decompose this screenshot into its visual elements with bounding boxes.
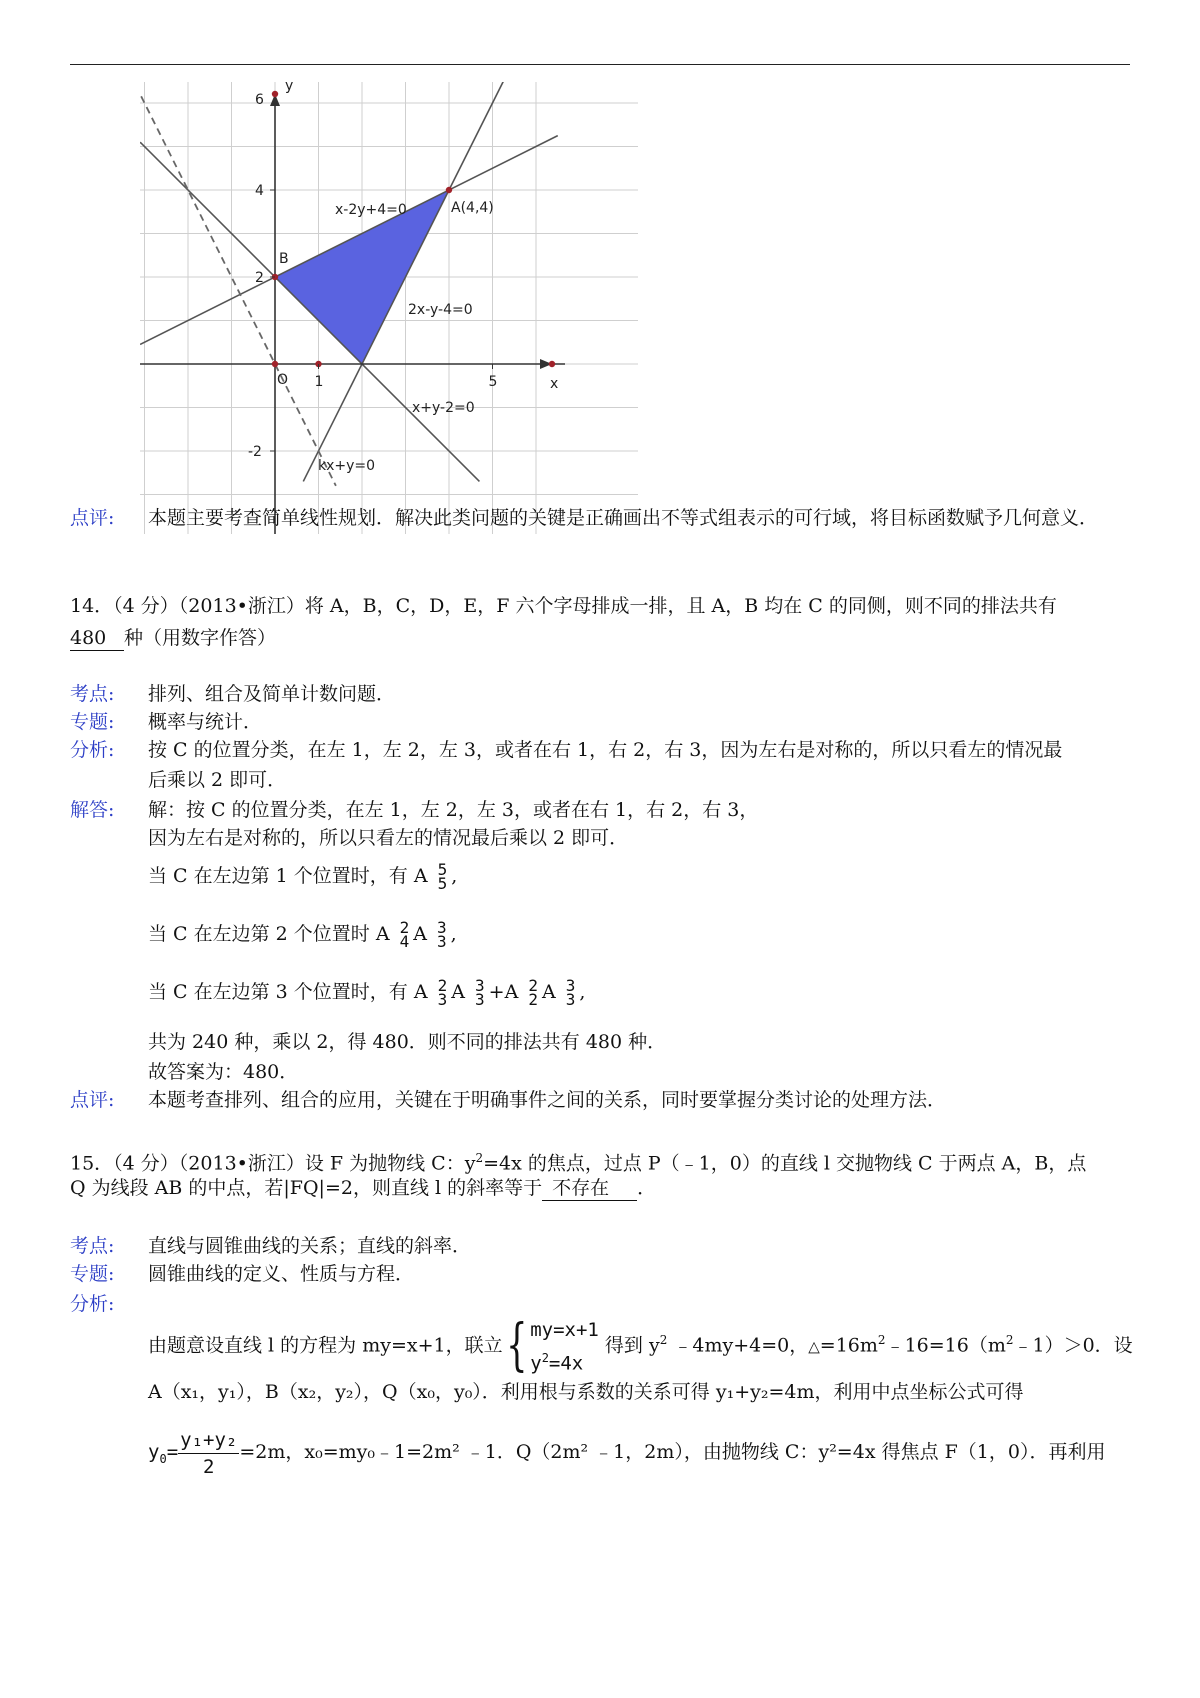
q15-kaodian-text: 直线与圆锥曲线的关系；直线的斜率． — [148, 1235, 472, 1257]
y-tick-neg2: -2 — [248, 444, 262, 460]
y-tick-2: 2 — [255, 270, 264, 286]
x-tick-5: 5 — [488, 374, 498, 390]
y-tick-6: 6 — [255, 92, 264, 108]
perm-2-3: 2 3 — [437, 976, 448, 1009]
q14-fenxi-label: 分析: — [70, 739, 115, 761]
q14-stem-tail: 种（用数字作答） — [124, 627, 277, 649]
q14-total-text: 共为 240 种，乘以 2，得 480．则不同的排法共有 480 种． — [148, 1031, 667, 1053]
q14-jieda-line2: 因为左右是对称的，所以只看左的情况最后乘以 2 即可． — [148, 827, 629, 849]
q15-answer-blank: 不存在 — [542, 1176, 637, 1201]
q14-case2-text: 当 C 在左边第 2 个位置时 A — [148, 923, 390, 945]
system-brace: { — [505, 1313, 528, 1379]
q15-zhuanti-label: 专题: — [70, 1263, 115, 1285]
q14-fenxi-line2: 后乘以 2 即可． — [148, 769, 287, 791]
q14-zhuanti-text: 概率与统计． — [148, 711, 263, 733]
q14-zhuanti-label: 专题: — [70, 711, 115, 733]
q14-answer-blank: 480 — [70, 626, 124, 651]
line3-label: x+y-2=0 — [412, 400, 475, 416]
q14-case3-text: 当 C 在左边第 3 个位置时，有 A — [148, 981, 428, 1003]
point-b-label: B — [279, 251, 289, 267]
q14-fenxi-line1: 按 C 的位置分类，在左 1，左 2，左 3，或者在右 1，右 2，右 3，因为左右是对称的，所以只看左的情况最 — [148, 739, 1063, 761]
point-a-label: A(4,4) — [451, 200, 494, 216]
origin-label: O — [277, 372, 289, 388]
q15-fenxi-label: 分析: — [70, 1293, 115, 1315]
q14-stem-line1: 14．（4 分）（2013•浙江）将 A，B，C，D，E，F 六个字母排成一排，且 A，B 均在 C 的同侧，则不同的排法共有 — [70, 595, 1057, 617]
q14-kaodian-text: 排列、组合及简单计数问题． — [148, 683, 396, 705]
q14-dianping-label: 点评: — [70, 1089, 115, 1111]
linear-programming-figure — [140, 82, 638, 534]
midpoint-fraction: $\frac{\text{y₁+y₂}}{2}$ — [180, 1428, 238, 1478]
q15-stem-line1: 15．（4 分）（2013•浙江）设 F 为抛物线 C：$y^2=4x$ 的焦点，过点 P（﹣1，0）的直线 l 交抛物线 C 于两点 A，B，点 — [70, 1151, 1087, 1175]
x-axis-label: x — [550, 376, 559, 392]
q14-dianping-text: 本题考查排列、组合的应用，关键在于明确事件之间的关系，同时要掌握分类讨论的处理方法． — [148, 1089, 947, 1111]
q15-stem-line2: Q 为线段 AB 的中点，若|FQ|=2，则直线 l 的斜率等于 不存在 ． — [70, 1177, 657, 1199]
line1-label: x-2y+4=0 — [335, 202, 407, 218]
q14-answer-text: 故答案为：480． — [148, 1061, 299, 1083]
header-rule — [70, 64, 1130, 65]
line2-label: 2x-y-4=0 — [408, 302, 473, 318]
perm-5-5: 5 5 — [437, 860, 448, 893]
y-axis-label: y — [285, 82, 294, 94]
q13-comment-text: 本题主要考查简单线性规划．解决此类问题的关键是正确画出不等式组表示的可行域，将目标函数赋予几何意义． — [148, 507, 1099, 529]
y-tick-4: 4 — [255, 183, 264, 199]
q15-fenxi-line2-text: A（x₁，y₁），B（x₂，y₂），Q（x₀，y₀）．利用根与系数的关系可得 y₁+y₂=4m，利用中点坐标公式可得 — [148, 1381, 1024, 1403]
q14-case1-text: 当 C 在左边第 1 个位置时，有 A — [148, 865, 428, 887]
perm-2-4: 2 4 — [399, 918, 410, 951]
point-marker — [272, 361, 278, 367]
x-tick-1: 1 — [314, 374, 324, 390]
q15-kaodian-label: 考点: — [70, 1235, 115, 1257]
q15-fenxi-line3-text: =2m，x₀=my₀﹣1=2m² ﹣1．Q（2m² ﹣1，2m），由抛物线 C：y²=4x 得焦点 F（1，0）．再利用 — [239, 1441, 1106, 1463]
q14-kaodian-label: 考点: — [70, 683, 115, 705]
q14-jieda-line1: 解：按 C 的位置分类，在左 1，左 2，左 3，或者在右 1，右 2，右 3， — [148, 799, 759, 821]
perm-3-3: 3 3 — [437, 918, 447, 951]
point-marker — [549, 361, 555, 367]
perm-2-2: 2 2 — [528, 976, 538, 1009]
perm-3-3c: 3 3 — [565, 976, 576, 1009]
equation-system: my=x+1 $y^2=4x$ — [530, 1318, 599, 1374]
q15-zhuanti-text: 圆锥曲线的定义、性质与方程． — [148, 1263, 415, 1285]
q13-comment-label: 点评: — [70, 507, 115, 529]
perm-3-3b: 3 3 — [475, 976, 485, 1009]
q14-stem-line2 — [70, 622, 276, 654]
point-marker — [446, 187, 452, 193]
q14-jieda-label: 解答: — [70, 799, 115, 821]
point-marker — [272, 91, 278, 97]
line4-label: kx+y=0 — [318, 458, 376, 474]
